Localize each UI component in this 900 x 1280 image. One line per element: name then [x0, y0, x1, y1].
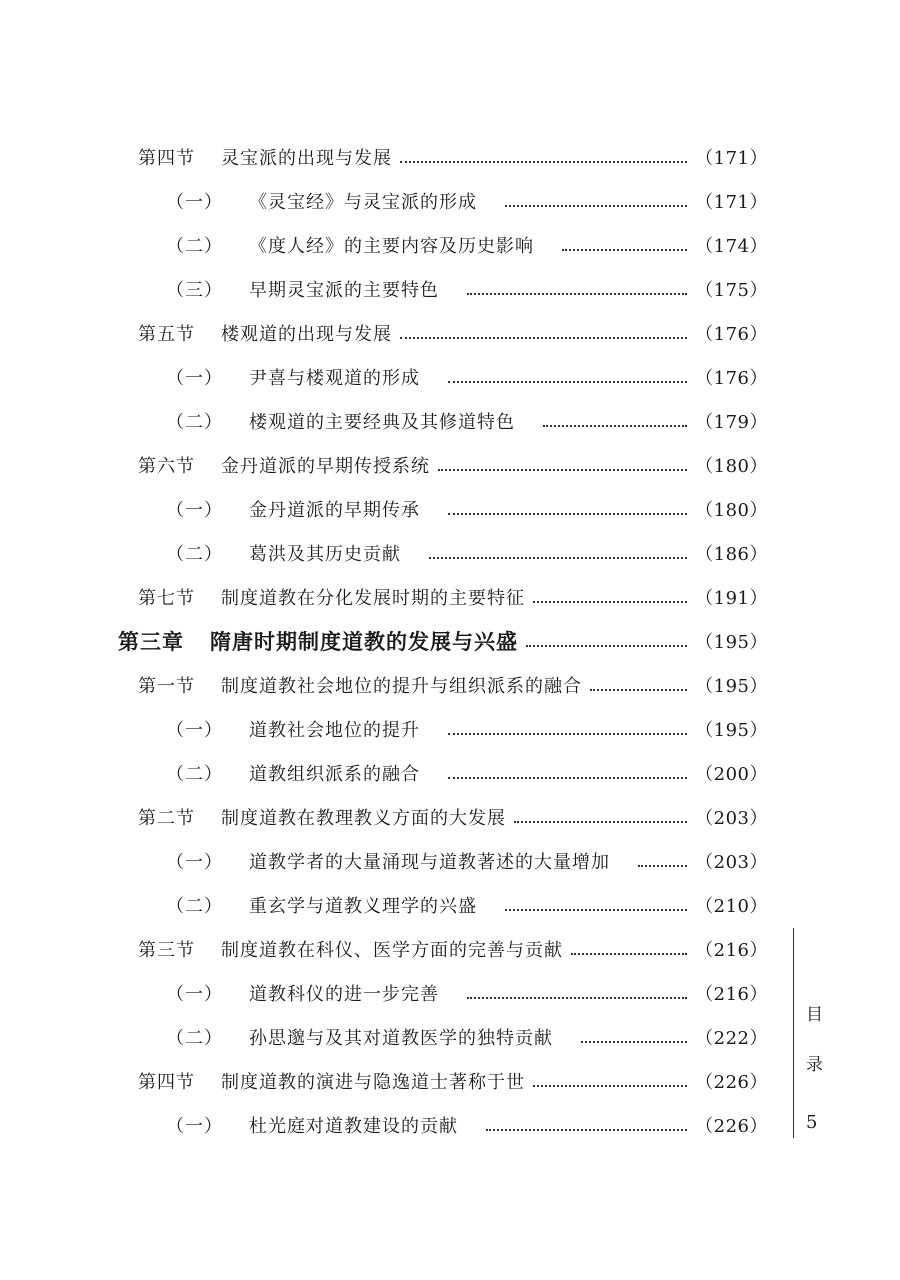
toc-entry-sub [166, 228, 768, 262]
toc-entry-sub [166, 272, 768, 306]
toc-entry-page: （226） [695, 1116, 768, 1137]
toc-entry-title: 制度道教社会地位的提升与组织派系的融合 [221, 676, 582, 697]
toc-entry-title: 道教科仪的进一步完善 [249, 984, 439, 1005]
toc-entry-title: 道教社会地位的提升 [249, 720, 420, 741]
toc-entry-title: 《度人经》的主要内容及历史影响 [249, 236, 534, 257]
running-header-char: 录 [806, 1055, 823, 1075]
toc-entry-page: （195） [695, 676, 768, 697]
toc-entry-sub [166, 712, 768, 746]
toc-entry-number: 第六节 [138, 456, 195, 477]
toc-entry-page: （203） [695, 852, 768, 873]
toc-entry-page: （171） [695, 148, 768, 169]
toc-entry-page: （179） [695, 412, 768, 433]
toc-entry-page: （216） [695, 940, 768, 961]
dot-leader [400, 160, 687, 163]
toc-entry-section [138, 668, 768, 702]
toc-entry-number: （二） [166, 236, 223, 257]
toc-entry-section [138, 316, 768, 350]
toc-entry-sub [166, 360, 768, 394]
toc-entry-title: 早期灵宝派的主要特色 [249, 280, 439, 301]
dot-leader [638, 864, 687, 867]
toc-entry-title: 道教组织派系的融合 [249, 764, 420, 785]
toc-entry-sub [166, 756, 768, 790]
toc-entry-sub [166, 888, 768, 922]
toc-entry-number: （一） [166, 1116, 223, 1137]
toc-entry-number: 第一节 [138, 676, 195, 697]
dot-leader [533, 600, 687, 603]
dot-leader [543, 424, 687, 427]
dot-leader [526, 644, 687, 647]
dot-leader [486, 1128, 687, 1131]
toc-entry-number: （一） [166, 500, 223, 521]
toc-entry-section [138, 140, 768, 174]
toc-entry-title: 灵宝派的出现与发展 [221, 148, 392, 169]
toc-entry-title: 孙思邈与及其对道教医学的独特贡献 [249, 1028, 553, 1049]
toc-entry-number: （一） [166, 720, 223, 741]
toc-entry-title: 金丹道派的早期传授系统 [221, 456, 430, 477]
toc-entry-title: 尹喜与楼观道的形成 [249, 368, 420, 389]
toc-entry-page: （186） [695, 544, 768, 565]
dot-leader [448, 776, 687, 779]
side-divider [793, 928, 794, 1138]
toc-entry-number: 第五节 [138, 324, 195, 345]
toc-entry-number: 第三节 [138, 940, 195, 961]
toc-entry-title: 楼观道的出现与发展 [221, 324, 392, 345]
toc-entry-section [138, 448, 768, 482]
toc-entry-title: 制度道教的演进与隐逸道士著称于世 [221, 1072, 525, 1093]
dot-leader [429, 556, 687, 559]
toc-entry-page: （222） [695, 1028, 768, 1049]
toc-entry-number: （二） [166, 544, 223, 565]
toc-entry-section [138, 932, 768, 966]
toc-entry-number: （一） [166, 192, 223, 213]
page-number: 5 [806, 1112, 818, 1133]
toc-entry-page: （200） [695, 764, 768, 785]
toc-entry-number: 第二节 [138, 808, 195, 829]
dot-leader [533, 1084, 687, 1087]
toc-entry-page: （180） [695, 456, 768, 477]
toc-entry-page: （226） [695, 1072, 768, 1093]
toc-entry-number: （二） [166, 764, 223, 785]
dot-leader [467, 996, 687, 999]
toc-entry-number: （一） [166, 984, 223, 1005]
dot-leader [505, 204, 687, 207]
toc-entry-page: （171） [695, 192, 768, 213]
dot-leader [448, 512, 687, 515]
dot-leader [581, 1040, 687, 1043]
toc-entry-title: 葛洪及其历史贡献 [249, 544, 401, 565]
toc-entry-page: （180） [695, 500, 768, 521]
running-header-char: 目 [806, 1005, 823, 1025]
toc-entry-page: （175） [695, 280, 768, 301]
dot-leader [590, 688, 687, 691]
toc-entry-number: （一） [166, 368, 223, 389]
toc-entry-title: 楼观道的主要经典及其修道特色 [249, 412, 515, 433]
toc-entry-title: 隋唐时期制度道教的发展与兴盛 [210, 629, 518, 654]
toc-entry-number: （二） [166, 896, 223, 917]
toc-entry-number: （三） [166, 280, 223, 301]
toc-entry-number: 第三章 [118, 629, 184, 654]
toc-entry-page: （203） [695, 808, 768, 829]
toc-entry-number: （一） [166, 852, 223, 873]
toc-entry-sub [166, 976, 768, 1010]
toc-entry-title: 金丹道派的早期传承 [249, 500, 420, 521]
dot-leader [448, 732, 687, 735]
dot-leader [400, 336, 687, 339]
toc-entry-page: （210） [695, 896, 768, 917]
toc-entry-page: （195） [695, 632, 768, 653]
dot-leader [562, 248, 687, 251]
dot-leader [448, 380, 687, 383]
toc-entry-page: （176） [695, 368, 768, 389]
toc-entry-number: 第七节 [138, 588, 195, 609]
toc-entry-sub [166, 536, 768, 570]
toc-entry-number: 第四节 [138, 148, 195, 169]
toc-entry-title: 道教学者的大量涌现与道教著述的大量增加 [249, 852, 610, 873]
toc-entry-section [138, 800, 768, 834]
toc-entry-title: 制度道教在教理教义方面的大发展 [221, 808, 506, 829]
toc-entry-number: 第四节 [138, 1072, 195, 1093]
toc-entry-page: （174） [695, 236, 768, 257]
dot-leader [438, 468, 687, 471]
toc-entry-title: 《灵宝经》与灵宝派的形成 [249, 192, 477, 213]
dot-leader [571, 952, 687, 955]
toc-entry-title: 制度道教在科仪、医学方面的完善与贡献 [221, 940, 563, 961]
dot-leader [467, 292, 687, 295]
toc-entry-section [138, 580, 768, 614]
toc-entry-title: 制度道教在分化发展时期的主要特征 [221, 588, 525, 609]
toc-entry-page: （195） [695, 720, 768, 741]
toc-entry-sub [166, 1108, 768, 1142]
toc-entry-number: （二） [166, 412, 223, 433]
toc-entry-title: 杜光庭对道教建设的贡献 [249, 1116, 458, 1137]
toc-entry-page: （176） [695, 324, 768, 345]
toc-entry-sub [166, 844, 768, 878]
toc-entry-number: （二） [166, 1028, 223, 1049]
toc-entry-title: 重玄学与道教义理学的兴盛 [249, 896, 477, 917]
dot-leader [505, 908, 687, 911]
toc-entry-chapter [118, 624, 768, 658]
toc-entry-page: （216） [695, 984, 768, 1005]
toc-entry-section [138, 1064, 768, 1098]
toc-entry-sub [166, 1020, 768, 1054]
running-header [806, 990, 823, 1090]
toc-entry-page: （191） [695, 588, 768, 609]
toc-entry-sub [166, 404, 768, 438]
toc-entry-sub [166, 492, 768, 526]
toc-entry-sub [166, 184, 768, 218]
dot-leader [514, 820, 687, 823]
